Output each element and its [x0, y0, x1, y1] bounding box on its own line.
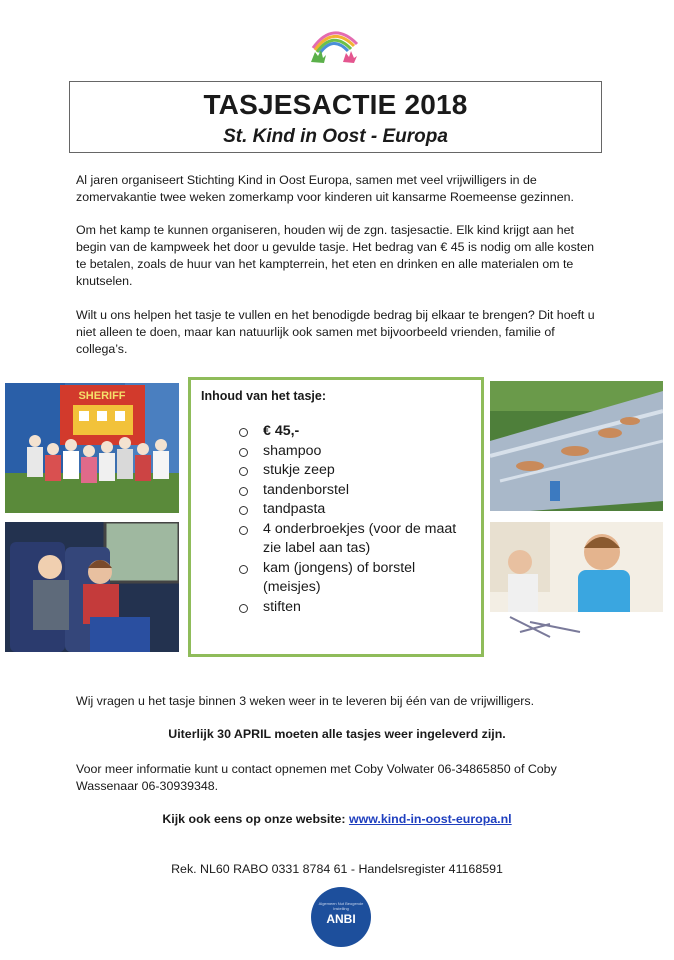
- photo-children-group: [5, 383, 179, 513]
- list-item: [239, 559, 471, 598]
- website-label: Kijk ook eens op onze website:: [162, 812, 346, 826]
- foundation-logo: [303, 22, 367, 66]
- return-instruction: Wij vragen u het tasje binnen 3 weken weer in te leveren bij één van de vrijwilligers.: [76, 694, 535, 708]
- contents-list: [239, 422, 471, 617]
- list-item: [239, 481, 471, 501]
- intro-paragraph-2: Om het kamp te kunnen organiseren, houden wij de zgn. tasjesactie. Elk kind krijgt aan het begin van de kampweek het door u gevulde tasje. Het bedrag van € 45 is nodig om alle kosten te betalen, zoals de huur van het kampterrein, het eten en drinken en alle materialen om te knutselen.: [76, 223, 594, 288]
- photo-boy-drawing: [490, 522, 663, 652]
- deadline-text: Uiterlijk 30 APRIL moeten alle tasjes weer ingeleverd zijn.: [168, 727, 506, 741]
- list-item: [239, 598, 471, 618]
- list-item-label: shampoo: [263, 442, 322, 459]
- photo-water-slide: [490, 381, 663, 511]
- website-link[interactable]: www.kind-in-oost-europa.nl: [348, 812, 512, 826]
- photo-children-bus: [5, 522, 179, 652]
- list-item-label: 4 onderbroekjes (voor de maat zie label aan tas): [263, 520, 457, 556]
- contact-info: Voor meer informatie kunt u contact opnemen met Coby Volwater 06-34865850 of Coby Wassenaar 06-30939348.: [76, 762, 557, 793]
- list-item: [239, 422, 471, 442]
- contents-heading: Inhoud van het tasje:: [201, 389, 327, 403]
- bullet-circle-icon: [239, 448, 248, 457]
- anbi-badge: [311, 887, 371, 947]
- page-title: TASJESACTIE 2018: [203, 89, 468, 120]
- list-item: [239, 520, 471, 559]
- contents-box: [188, 377, 484, 657]
- page-subtitle: St. Kind in Oost - Europa: [223, 126, 448, 147]
- bullet-circle-icon: [239, 506, 248, 515]
- list-item: [239, 461, 471, 481]
- list-item-label: stiften: [263, 598, 301, 615]
- list-item: [239, 442, 471, 462]
- bank-registration: Rek. NL60 RABO 0331 8784 61 - Handelsregister 41168591: [171, 862, 503, 876]
- list-item-label: tandpasta: [263, 501, 326, 517]
- list-item-label: kam (jongens) of borstel (meisjes): [263, 559, 416, 595]
- website-line: [0, 812, 674, 826]
- intro-paragraph-1: Al jaren organiseert Stichting Kind in Oost Europa, samen met veel vrijwilligers in de zomervakantie twee weken zomerkamp voor kinderen uit kansarme Roemeense gezinnen.: [76, 173, 574, 204]
- anbi-label: ANBI: [326, 912, 356, 926]
- title-box: [69, 81, 602, 153]
- list-item: [239, 500, 471, 520]
- anbi-small-text: Algemeen Nut Beogende Instelling: [318, 901, 364, 911]
- bullet-circle-icon: [239, 428, 248, 437]
- sheriff-sign-text: SHERIFF: [78, 390, 126, 402]
- bullet-circle-icon: [239, 565, 248, 574]
- bullet-circle-icon: [239, 487, 248, 496]
- list-item-label: € 45,-: [263, 423, 300, 439]
- bullet-circle-icon: [239, 467, 248, 476]
- bullet-circle-icon: [239, 526, 248, 535]
- list-item-label: tandenborstel: [263, 481, 349, 498]
- list-item-label: stukje zeep: [263, 462, 335, 478]
- intro-paragraph-3: Wilt u ons helpen het tasje te vullen en het benodigde bedrag bij elkaar te brengen? Dit hoeft u niet alleen te doen, maar kan natuurlijk ook samen met bijvoorbeeld vrienden, familie of collega’s.: [76, 308, 595, 356]
- bullet-circle-icon: [239, 604, 248, 613]
